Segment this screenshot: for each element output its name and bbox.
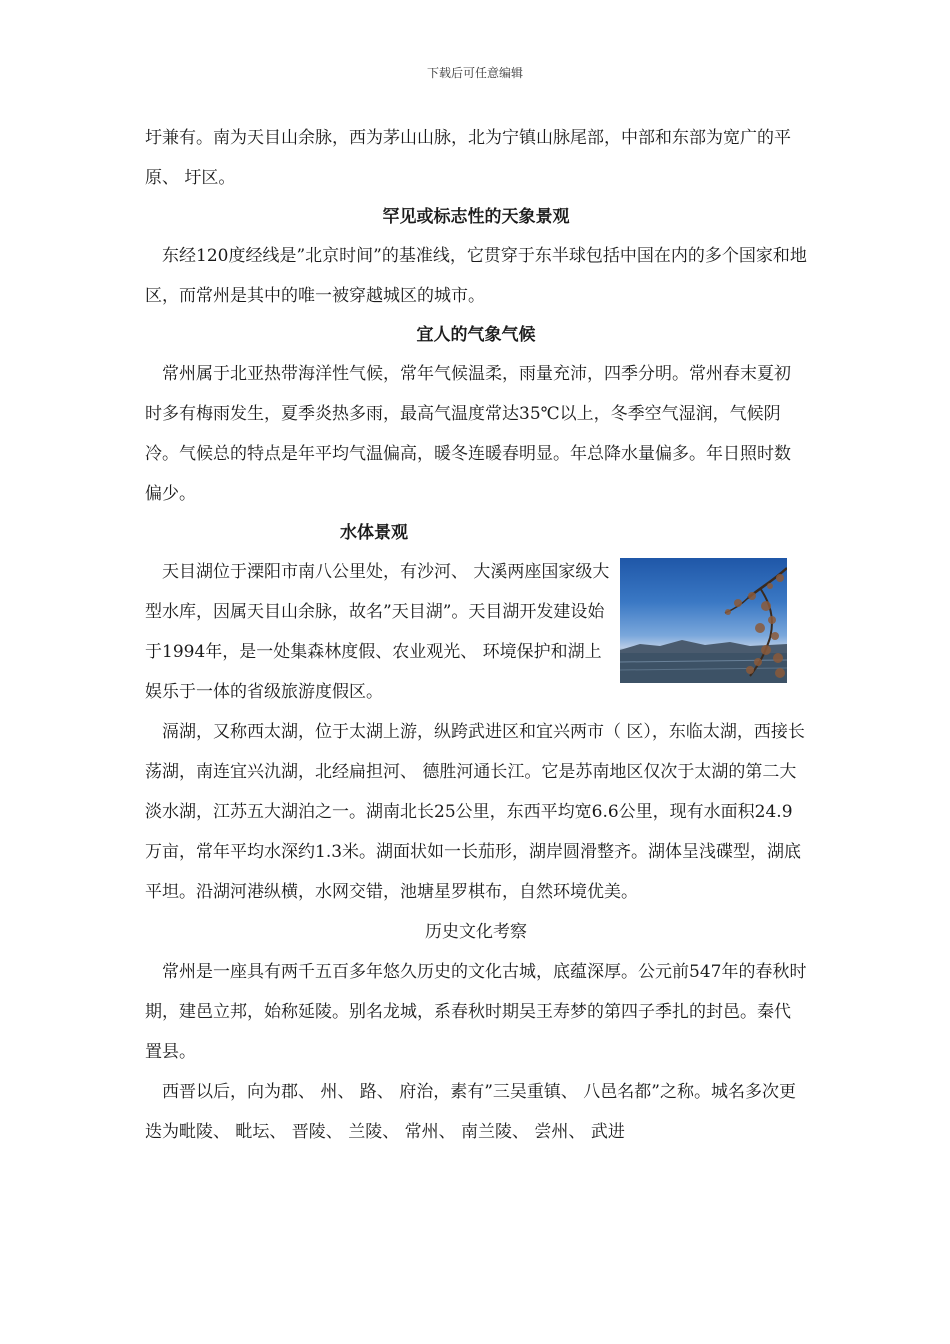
- paragraph-terrain: 圩兼有。南为天目山余脉，西为茅山山脉，北为宁镇山脉尾部，中部和东部为宽广的平原、 圩区。: [145, 128, 791, 188]
- lake-photo-icon: [620, 558, 787, 683]
- document-body: [145, 118, 807, 1152]
- paragraph-history-2: 西晋以后，向为郡、 州、 路、 府治，素有”三吴重镇、 八邑名都”之称。城名多次更迭为毗陵、 毗坛、 晋陵、 兰陵、 常州、 南兰陵、 尝州、 武进: [145, 1082, 796, 1142]
- paragraph-tianmu-lake: 天目湖位于溧阳市南八公里处，有沙河、 大溪两座国家级大型水库，因属天目山余脉，故名”天目湖”。天目湖开发建设始于1994年，是一处集森林度假、农业观光、 环境保护和湖上娱乐于一体的省级旅游度假区。: [145, 562, 610, 702]
- heading-water: 水体景观: [340, 523, 408, 543]
- paragraph-history-1: 常州是一座具有两千五百多年悠久历史的文化古城，底蕴深厚。公元前547年的春秋时期，建邑立邦，始称延陵。别名龙城，系春秋时期吴王寿梦的第四子季扎的封邑。秦代置县。: [145, 962, 807, 1062]
- heading-celestial: 罕见或标志性的天象景观: [382, 207, 570, 227]
- page-header: 下载后可任意编辑: [426, 66, 523, 80]
- heading-climate: 宜人的气象气候: [416, 325, 536, 345]
- paragraph-meridian: 东经120度经线是”北京时间”的基准线，它贯穿于东半球包括中国在内的多个国家和地区，而常州是其中的唯一被穿越城区的城市。: [145, 246, 807, 306]
- heading-history: 历史文化考察: [425, 922, 527, 942]
- paragraph-climate: 常州属于北亚热带海洋性气候，常年气候温柔，雨量充沛，四季分明。常州春末夏初时多有梅雨发生，夏季炎热多雨，最高气温度常达35℃以上，冬季空气湿润，气候阴冷。气候总的特点是年平均气温偏高，暖冬连暖春明显。年总降水量偏多。年日照时数偏少。: [145, 364, 791, 504]
- lake-photo-graphic: [620, 558, 787, 683]
- paragraph-ge-lake: 滆湖，又称西太湖，位于太湖上游，纵跨武进区和宜兴两市（ 区），东临太湖，西接长荡湖，南连宜兴氿湖，北经扁担河、 德胜河通长江。它是苏南地区仅次于太湖的第二大淡水湖，江苏五大湖泊之一。湖南北长25公里，东西平均宽6.6公里，现有水面积24.9万亩，常年平均水深约1.3米。湖面状如一长茄形，湖岸圆滑整齐。湖体呈浅碟型，湖底平坦。沿湖河港纵横，水网交错，池塘星罗棋布，自然环境优美。: [145, 722, 805, 902]
